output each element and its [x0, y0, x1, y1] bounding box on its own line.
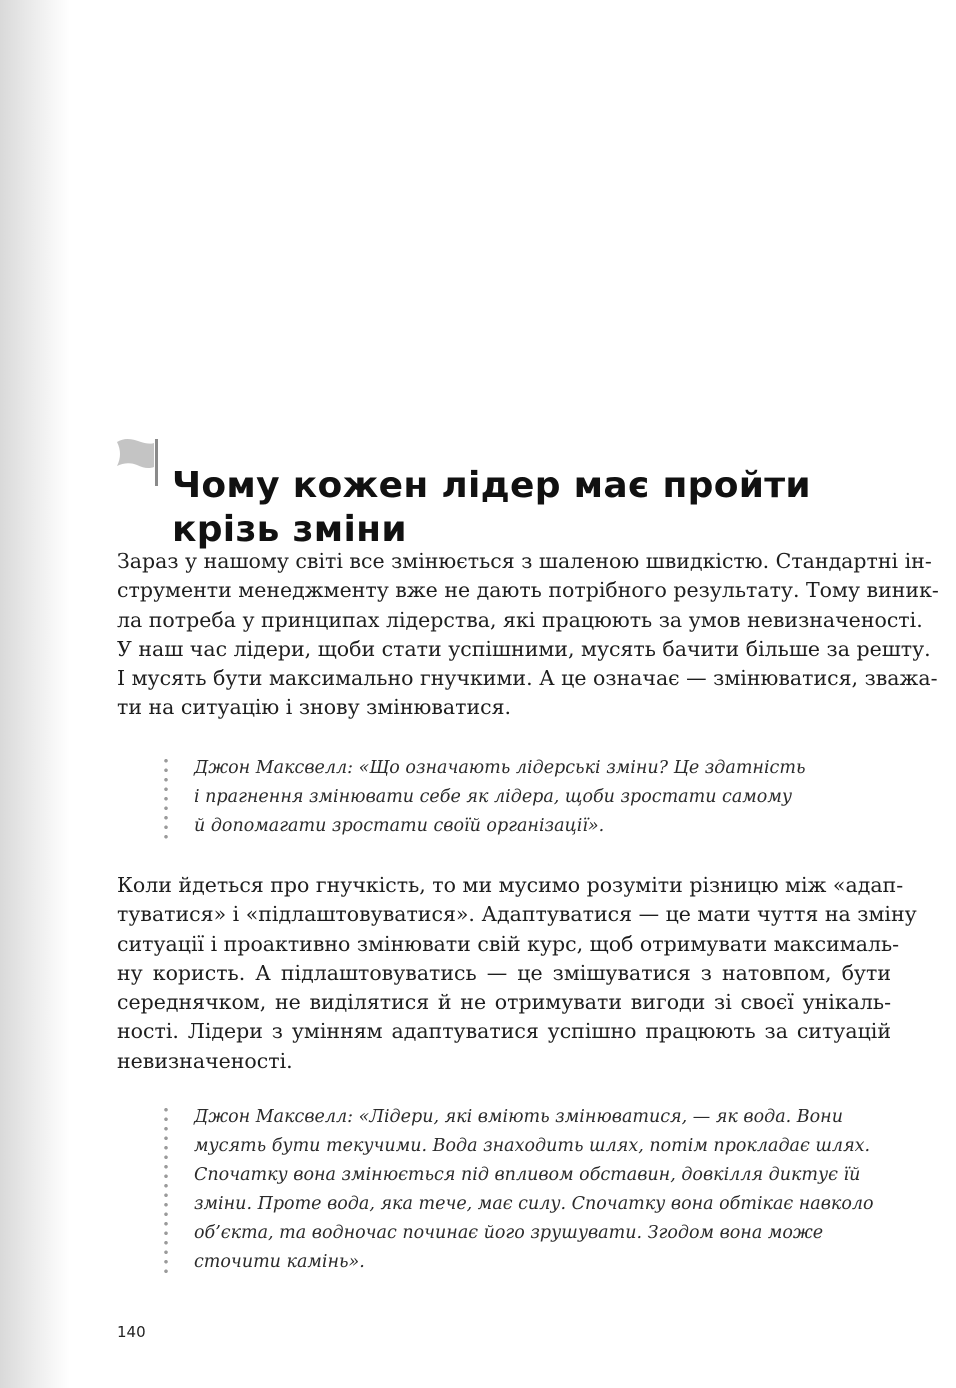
paragraph-line: середнячком, не виділятися й не отримувати вигоди зі своєї унікаль- — [117, 990, 891, 1015]
section-heading — [172, 464, 892, 552]
paragraph-line: ти на ситуацію і знову змінюватися. — [117, 695, 512, 720]
quote-line: й допомагати зростати своїй організації». — [194, 816, 605, 836]
quote-text — [194, 1103, 874, 1277]
flag-icon — [115, 436, 161, 486]
quote-line: Спочатку вона змінюється під впливом обставин, довкілля диктує їй — [194, 1165, 861, 1185]
paragraph-line: ності. Лідери з умінням адаптуватися успішно працюють за ситуацій — [117, 1019, 891, 1044]
paragraph-line: ла потреба у принципах лідерства, які працюють за умов невизначеності. — [117, 607, 923, 632]
paragraph-1 — [117, 547, 939, 723]
paragraph-line: ситуації і проактивно змінювати свій курс, щоб отримувати максималь- — [117, 931, 900, 956]
quote-line: об’єкта, та водночас починає його зрушувати. Згодом вона може — [194, 1223, 824, 1243]
quote-line: Джон Максвелл: «Лідери, які вміють змінюватися, — як вода. Вони — [194, 1107, 843, 1127]
quote-line: мусять бути текучими. Вода знаходить шлях, потім прокладає шлях. — [194, 1136, 871, 1156]
paragraph-line: ну користь. А підлаштовуватись — це змішуватися з натовпом, бути — [117, 960, 891, 985]
paragraph-line: У наш час лідери, щоби стати успішними, мусять бачити більше за решту. — [117, 636, 931, 661]
paragraph-line: І мусять бути максимально гнучкими. А це означає — змінюватися, зважа- — [117, 666, 938, 691]
heading-line: крізь зміни — [172, 509, 407, 551]
paragraph-line: Коли йдеться про гнучкість, то ми мусимо розуміти різницю між «адап- — [117, 873, 904, 897]
heading-line: Чому кожен лідер має пройти — [172, 465, 811, 507]
page-gutter-shadow — [0, 0, 70, 1388]
dotted-rule — [160, 754, 172, 840]
quote-line: сточити камінь». — [194, 1252, 365, 1272]
paragraph-line: невизначеності. — [117, 1048, 293, 1073]
paragraph-2 — [117, 871, 917, 1076]
blockquote-2 — [160, 1103, 880, 1277]
page-number: 140 — [117, 1323, 146, 1341]
blockquote-1 — [160, 754, 880, 840]
quote-line: і прагнення змінювати себе як лідера, щоби зростати самому — [194, 787, 792, 807]
quote-line: зміни. Проте вода, яка тече, має силу. Спочатку вона обтікає навколо — [194, 1194, 874, 1214]
quote-text — [194, 754, 805, 841]
dotted-rule — [160, 1103, 172, 1277]
paragraph-line: струменти менеджменту вже не дають потрібного результату. Тому виник- — [117, 578, 939, 603]
paragraph-line: туватися» і «підлаштовуватися». Адаптуватися — це мати чуття на зміну — [117, 902, 917, 927]
quote-line: Джон Максвелл: «Що означають лідерські зміни? Це здатність — [194, 758, 806, 778]
paragraph-line: Зараз у нашому світі все змінюється з шаленою швидкістю. Стандартні ін- — [117, 549, 932, 573]
